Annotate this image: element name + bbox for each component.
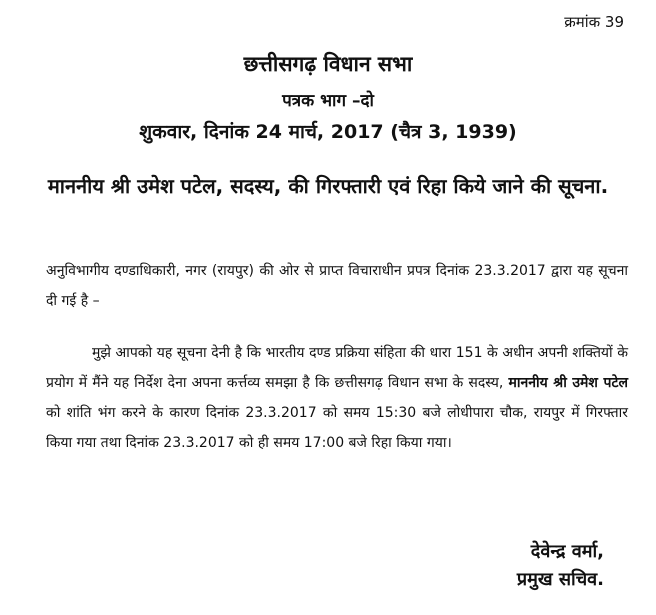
signatory-designation: प्रमुख सचिव. bbox=[516, 569, 604, 590]
notice-subject: माननीय श्री उमेश पटेल, सदस्य, की गिरफ्तारी एवं रिहा किये जाने की सूचना. bbox=[47, 174, 609, 198]
notice-text-after: को शांति भंग करने के कारण दिनांक 23.3.2017 को समय 15:30 बजे लोधीपारा चौक, रायपुर में गिरफ्तार किया गया तथा दिनांक 23.3.2017 को ही समय 17:00 बजे रिहा किया गया। bbox=[46, 405, 628, 451]
notice-text-before: मुझे आपको यह सूचना देनी है कि भारतीय दण्ड प्रक्रिया संहिता की धारा 151 के अधीन अपनी शक्तियों के प्रयोग में मैंने यह निर्देश देना अपना कर्त्तव्य समझा है कि छत्तीसगढ़ विधान सभा के सदस्य, bbox=[46, 345, 628, 391]
notice-paragraph bbox=[46, 338, 628, 458]
signatory-name: देवेन्द्र वर्मा, bbox=[530, 541, 604, 562]
bulletin-date: शुकवार, दिनांक 24 मार्च, 2017 (चैत्र 3, 1939) bbox=[139, 121, 517, 143]
assembly-title: छत्तीसगढ़ विधान सभा bbox=[243, 52, 413, 76]
bulletin-part: पत्रक भाग –दो bbox=[282, 91, 374, 111]
serial-number: क्रमांक 39 bbox=[564, 13, 624, 31]
intro-paragraph: अनुविभागीय दण्डाधिकारी, नगर (रायपुर) की ओर से प्राप्त विचाराधीन प्रपत्र दिनांक 23.3.2017 द्वारा यह सूचना दी गई है – bbox=[46, 263, 628, 309]
signature-block bbox=[517, 538, 604, 594]
member-name: माननीय श्री उमेश पटेल bbox=[508, 375, 628, 391]
